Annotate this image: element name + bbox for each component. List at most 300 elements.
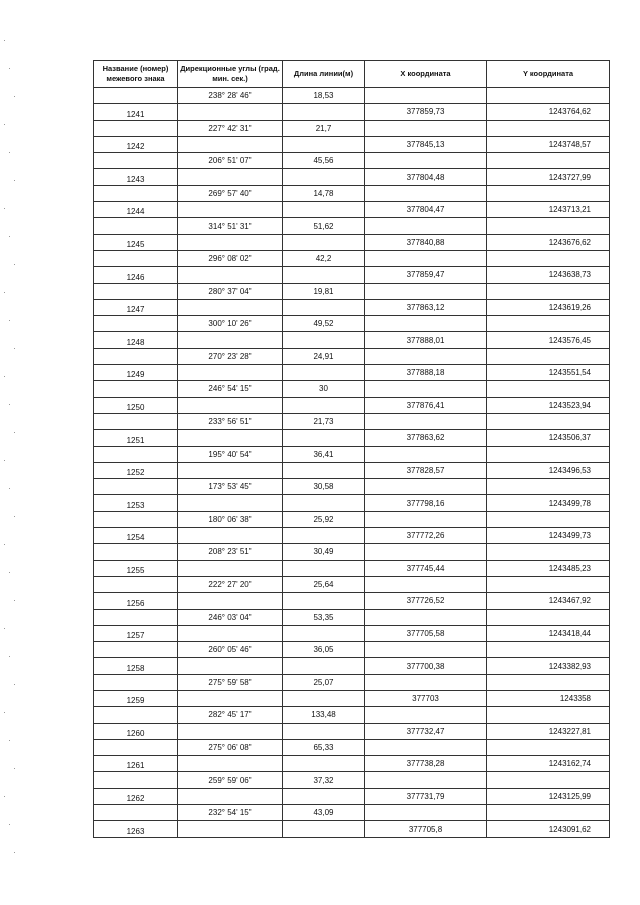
mark-name-cell [94,413,178,429]
table-row [94,707,610,723]
scan-speck [14,684,15,685]
line-length-cell: 36,05 [283,642,365,658]
table-row [94,805,610,821]
table-row [94,218,610,234]
y-coordinate-cell: 1243162,74 [487,756,610,772]
x-coordinate-cell: 377840,88 [365,234,487,250]
document-page [93,60,609,838]
direction-angle-cell: 282° 45' 17" [178,707,283,723]
table-row [94,430,610,446]
line-length-cell: 14,78 [283,185,365,201]
line-length-cell: 43,09 [283,805,365,821]
line-length-cell: 21,7 [283,120,365,136]
x-coordinate-cell [365,185,487,201]
x-coordinate-cell: 377732,47 [365,723,487,739]
table-row [94,739,610,755]
y-coordinate-cell: 1243485,23 [487,560,610,576]
mark-name-cell [94,153,178,169]
line-length-cell [283,267,365,283]
x-coordinate-cell [365,707,487,723]
table-row [94,348,610,364]
line-length-cell: 19,81 [283,283,365,299]
scan-speck [9,320,10,321]
scan-speck [4,208,5,209]
mark-name-cell: 1248 [94,332,178,348]
line-length-cell [283,625,365,641]
scan-speck [9,824,10,825]
x-coordinate-cell [365,381,487,397]
direction-angle-cell: 246° 54' 15" [178,381,283,397]
direction-angle-cell: 280° 37' 04" [178,283,283,299]
y-coordinate-cell [487,153,610,169]
mark-name-cell: 1244 [94,202,178,218]
table-row [94,642,610,658]
header-line-length: Длина линии(м) [283,61,365,88]
direction-angle-cell: 275° 59' 58" [178,674,283,690]
y-coordinate-cell [487,446,610,462]
y-coordinate-cell: 1243382,93 [487,658,610,674]
y-coordinate-cell [487,674,610,690]
table-row [94,120,610,136]
header-y-coordinate: Y координата [487,61,610,88]
scan-speck [9,68,10,69]
line-length-cell [283,332,365,348]
x-coordinate-cell: 377804,48 [365,169,487,185]
direction-angle-cell: 296° 08' 02" [178,250,283,266]
line-length-cell [283,821,365,837]
mark-name-cell [94,674,178,690]
line-length-cell: 37,32 [283,772,365,788]
table-row [94,332,610,348]
table-body [94,88,610,838]
direction-angle-cell: 208° 23' 51" [178,544,283,560]
x-coordinate-cell [365,479,487,495]
scan-speck [14,432,15,433]
x-coordinate-cell: 377863,12 [365,299,487,315]
table-header-row [94,61,610,88]
scan-speck [4,460,5,461]
line-length-cell: 45,56 [283,153,365,169]
line-length-cell [283,397,365,413]
mark-name-cell: 1241 [94,104,178,120]
x-coordinate-cell [365,316,487,332]
table-row [94,136,610,152]
y-coordinate-cell [487,576,610,592]
line-length-cell: 25,64 [283,576,365,592]
mark-name-cell: 1257 [94,625,178,641]
mark-name-cell [94,185,178,201]
y-coordinate-cell: 1243619,26 [487,299,610,315]
table-row [94,723,610,739]
table-row [94,658,610,674]
line-length-cell [283,169,365,185]
scan-speck [14,264,15,265]
y-coordinate-cell: 1243358 [487,690,610,706]
x-coordinate-cell [365,511,487,527]
mark-name-cell [94,576,178,592]
table-row [94,511,610,527]
x-coordinate-cell: 377726,52 [365,593,487,609]
y-coordinate-cell [487,805,610,821]
direction-angle-cell: 173° 53' 45" [178,479,283,495]
table-row [94,756,610,772]
x-coordinate-cell [365,642,487,658]
y-coordinate-cell [487,642,610,658]
y-coordinate-cell: 1243467,92 [487,593,610,609]
direction-angle-cell: 233° 56' 51" [178,413,283,429]
direction-angle-cell [178,169,283,185]
mark-name-cell [94,348,178,364]
mark-name-cell: 1260 [94,723,178,739]
line-length-cell [283,788,365,804]
table-row [94,446,610,462]
scan-speck [14,180,15,181]
scan-speck [14,516,15,517]
mark-name-cell: 1247 [94,299,178,315]
direction-angle-cell: 206° 51' 07" [178,153,283,169]
scan-speck [9,740,10,741]
mark-name-cell [94,739,178,755]
direction-angle-cell [178,136,283,152]
scan-speck [14,96,15,97]
x-coordinate-cell [365,544,487,560]
table-row [94,495,610,511]
x-coordinate-cell: 377731,79 [365,788,487,804]
scan-speck [14,852,15,853]
y-coordinate-cell [487,511,610,527]
y-coordinate-cell [487,88,610,104]
mark-name-cell: 1243 [94,169,178,185]
line-length-cell: 18,53 [283,88,365,104]
table-row [94,576,610,592]
direction-angle-cell [178,462,283,478]
direction-angle-cell: 300° 10' 26" [178,316,283,332]
direction-angle-cell [178,365,283,381]
mark-name-cell [94,609,178,625]
line-length-cell [283,560,365,576]
line-length-cell: 25,07 [283,674,365,690]
line-length-cell: 21,73 [283,413,365,429]
y-coordinate-cell [487,479,610,495]
y-coordinate-cell [487,348,610,364]
x-coordinate-cell [365,153,487,169]
y-coordinate-cell: 1243676,62 [487,234,610,250]
table-row [94,609,610,625]
direction-angle-cell [178,788,283,804]
direction-angle-cell [178,332,283,348]
line-length-cell [283,136,365,152]
x-coordinate-cell: 377845,13 [365,136,487,152]
x-coordinate-cell: 377705,58 [365,625,487,641]
mark-name-cell: 1245 [94,234,178,250]
direction-angle-cell: 195° 40' 54" [178,446,283,462]
table-row [94,821,610,837]
mark-name-cell [94,805,178,821]
line-length-cell [283,658,365,674]
x-coordinate-cell: 377745,44 [365,560,487,576]
table-row [94,299,610,315]
mark-name-cell [94,772,178,788]
scan-speck [4,712,5,713]
scan-speck [4,124,5,125]
table-row [94,381,610,397]
mark-name-cell: 1246 [94,267,178,283]
line-length-cell: 51,62 [283,218,365,234]
table-row [94,397,610,413]
table-row [94,316,610,332]
y-coordinate-cell [487,283,610,299]
mark-name-cell: 1242 [94,136,178,152]
direction-angle-cell [178,234,283,250]
direction-angle-cell: 314° 51' 31" [178,218,283,234]
x-coordinate-cell: 377876,41 [365,397,487,413]
scan-speck [9,152,10,153]
direction-angle-cell [178,397,283,413]
line-length-cell: 53,35 [283,609,365,625]
line-length-cell: 49,52 [283,316,365,332]
direction-angle-cell: 180° 06' 38" [178,511,283,527]
x-coordinate-cell: 377772,26 [365,528,487,544]
line-length-cell: 36,41 [283,446,365,462]
y-coordinate-cell: 1243713,21 [487,202,610,218]
table-row [94,267,610,283]
scan-speck [4,40,5,41]
direction-angle-cell [178,756,283,772]
scan-speck [4,796,5,797]
line-length-cell [283,299,365,315]
direction-angle-cell [178,495,283,511]
y-coordinate-cell: 1243748,57 [487,136,610,152]
x-coordinate-cell [365,348,487,364]
y-coordinate-cell: 1243499,73 [487,528,610,544]
x-coordinate-cell [365,576,487,592]
line-length-cell: 25,92 [283,511,365,527]
direction-angle-cell: 246° 03' 04" [178,609,283,625]
mark-name-cell [94,316,178,332]
line-length-cell: 30 [283,381,365,397]
direction-angle-cell [178,202,283,218]
line-length-cell [283,365,365,381]
mark-name-cell [94,283,178,299]
mark-name-cell: 1251 [94,430,178,446]
table-row [94,544,610,560]
line-length-cell: 65,33 [283,739,365,755]
x-coordinate-cell [365,120,487,136]
mark-name-cell: 1261 [94,756,178,772]
x-coordinate-cell [365,609,487,625]
x-coordinate-cell: 377828,57 [365,462,487,478]
y-coordinate-cell [487,413,610,429]
direction-angle-cell [178,528,283,544]
x-coordinate-cell [365,772,487,788]
line-length-cell: 30,49 [283,544,365,560]
table-row [94,413,610,429]
x-coordinate-cell: 377888,18 [365,365,487,381]
scan-speck [4,376,5,377]
direction-angle-cell [178,430,283,446]
line-length-cell [283,756,365,772]
y-coordinate-cell: 1243499,78 [487,495,610,511]
direction-angle-cell [178,299,283,315]
mark-name-cell: 1256 [94,593,178,609]
table-row [94,674,610,690]
table-row [94,625,610,641]
table-row [94,788,610,804]
direction-angle-cell: 270° 23' 28" [178,348,283,364]
y-coordinate-cell [487,381,610,397]
y-coordinate-cell: 1243496,53 [487,462,610,478]
mark-name-cell: 1258 [94,658,178,674]
direction-angle-cell [178,560,283,576]
direction-angle-cell: 275° 06' 08" [178,739,283,755]
y-coordinate-cell: 1243227,81 [487,723,610,739]
direction-angle-cell: 232° 54' 15" [178,805,283,821]
mark-name-cell: 1253 [94,495,178,511]
mark-name-cell [94,707,178,723]
mark-name-cell [94,479,178,495]
table-row [94,283,610,299]
line-length-cell: 30,58 [283,479,365,495]
scan-speck [9,488,10,489]
x-coordinate-cell: 377859,47 [365,267,487,283]
y-coordinate-cell: 1243523,94 [487,397,610,413]
scan-speck [4,628,5,629]
boundary-coordinates-table [93,60,610,838]
x-coordinate-cell: 377700,38 [365,658,487,674]
y-coordinate-cell [487,316,610,332]
y-coordinate-cell [487,218,610,234]
line-length-cell: 42,2 [283,250,365,266]
y-coordinate-cell [487,739,610,755]
line-length-cell [283,430,365,446]
line-length-cell [283,202,365,218]
direction-angle-cell: 238° 28' 46" [178,88,283,104]
y-coordinate-cell: 1243418,44 [487,625,610,641]
direction-angle-cell [178,821,283,837]
line-length-cell [283,234,365,250]
table-row [94,528,610,544]
scan-speck [4,544,5,545]
x-coordinate-cell [365,88,487,104]
direction-angle-cell [178,267,283,283]
table-row [94,772,610,788]
table-row [94,153,610,169]
mark-name-cell: 1255 [94,560,178,576]
direction-angle-cell: 260° 05' 46" [178,642,283,658]
x-coordinate-cell [365,674,487,690]
line-length-cell: 24,91 [283,348,365,364]
line-length-cell [283,593,365,609]
y-coordinate-cell [487,772,610,788]
x-coordinate-cell [365,446,487,462]
mark-name-cell [94,511,178,527]
mark-name-cell [94,120,178,136]
scan-speck [9,236,10,237]
scan-speck [14,348,15,349]
table-row [94,104,610,120]
table-row [94,462,610,478]
mark-name-cell [94,250,178,266]
x-coordinate-cell: 377804,47 [365,202,487,218]
table-row [94,690,610,706]
header-direction-angle: Дирекционные углы (град. мин. сек.) [178,61,283,88]
y-coordinate-cell: 1243091,62 [487,821,610,837]
mark-name-cell: 1262 [94,788,178,804]
mark-name-cell [94,218,178,234]
x-coordinate-cell [365,250,487,266]
mark-name-cell [94,88,178,104]
table-row [94,169,610,185]
direction-angle-cell: 222° 27' 20" [178,576,283,592]
x-coordinate-cell [365,413,487,429]
y-coordinate-cell: 1243576,45 [487,332,610,348]
line-length-cell [283,462,365,478]
y-coordinate-cell [487,544,610,560]
table-row [94,234,610,250]
line-length-cell [283,495,365,511]
y-coordinate-cell [487,120,610,136]
scan-speck [4,292,5,293]
scan-speck [14,600,15,601]
direction-angle-cell [178,690,283,706]
x-coordinate-cell: 377859,73 [365,104,487,120]
line-length-cell [283,104,365,120]
table-row [94,250,610,266]
mark-name-cell [94,381,178,397]
direction-angle-cell [178,658,283,674]
table-row [94,560,610,576]
line-length-cell: 133,48 [283,707,365,723]
line-length-cell [283,690,365,706]
x-coordinate-cell: 377703 [365,690,487,706]
x-coordinate-cell: 377738,28 [365,756,487,772]
scan-speck [14,768,15,769]
direction-angle-cell [178,104,283,120]
line-length-cell [283,528,365,544]
x-coordinate-cell [365,805,487,821]
line-length-cell [283,723,365,739]
x-coordinate-cell: 377705,8 [365,821,487,837]
x-coordinate-cell [365,283,487,299]
table-row [94,185,610,201]
scan-speck [9,572,10,573]
table-row [94,365,610,381]
scan-speck [9,404,10,405]
direction-angle-cell [178,723,283,739]
header-mark-name: Название (номер) межевого знака [94,61,178,88]
y-coordinate-cell: 1243727,99 [487,169,610,185]
mark-name-cell: 1249 [94,365,178,381]
y-coordinate-cell: 1243506,37 [487,430,610,446]
y-coordinate-cell [487,250,610,266]
y-coordinate-cell [487,609,610,625]
x-coordinate-cell [365,739,487,755]
y-coordinate-cell [487,185,610,201]
direction-angle-cell: 269° 57' 40" [178,185,283,201]
table-row [94,479,610,495]
table-row [94,593,610,609]
x-coordinate-cell: 377863,62 [365,430,487,446]
table-row [94,202,610,218]
mark-name-cell: 1252 [94,462,178,478]
y-coordinate-cell [487,707,610,723]
direction-angle-cell [178,593,283,609]
scan-speck [9,656,10,657]
x-coordinate-cell [365,218,487,234]
y-coordinate-cell: 1243764,62 [487,104,610,120]
table-row [94,88,610,104]
header-x-coordinate: X координата [365,61,487,88]
